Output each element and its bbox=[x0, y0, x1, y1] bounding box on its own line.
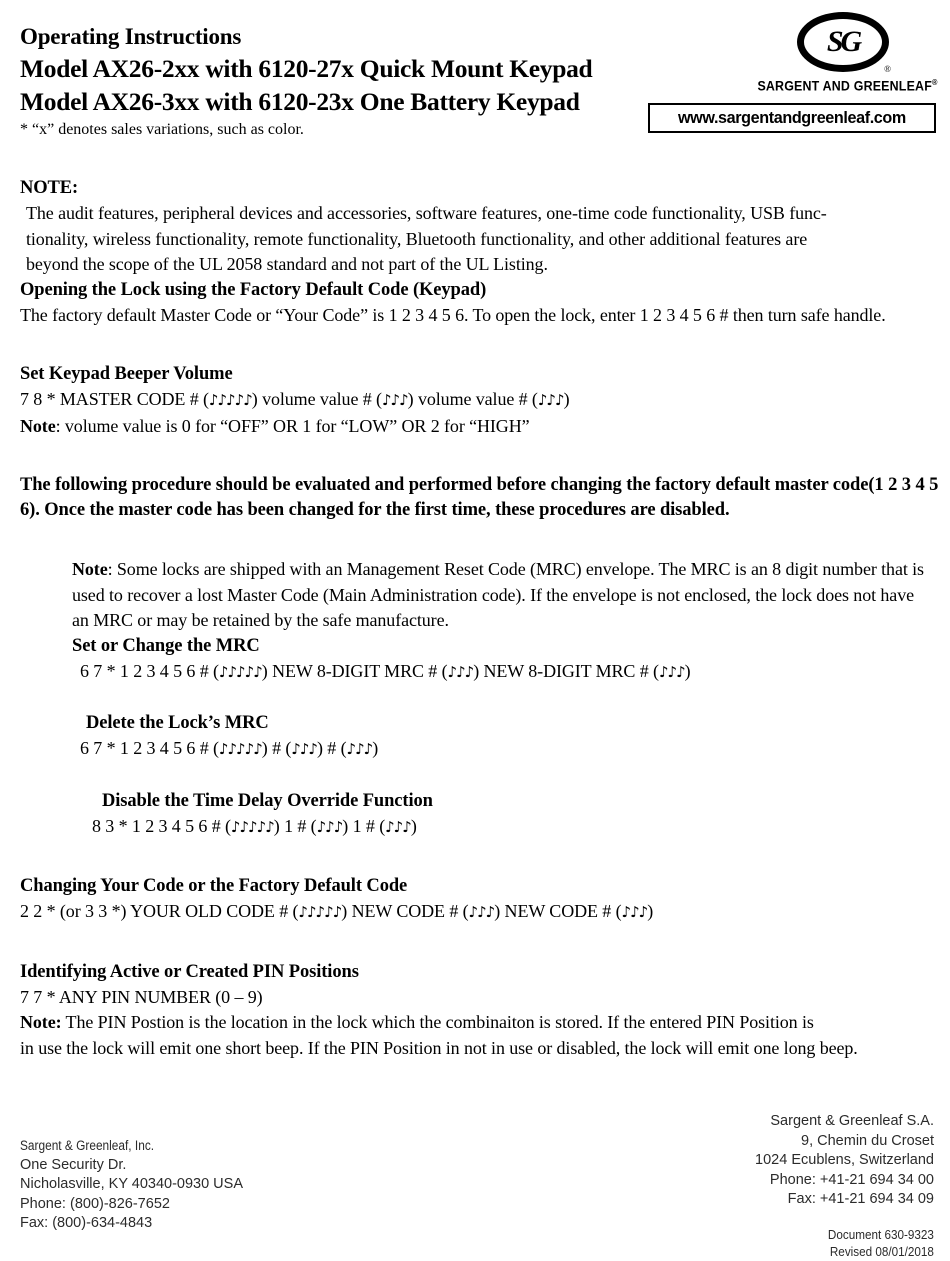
seq-part-b: ) volume value # ( bbox=[251, 389, 382, 409]
pin-positions-command: 7 7 * ANY PIN NUMBER (0 – 9) bbox=[20, 986, 263, 1007]
pin-positions-heading: Identifying Active or Created PIN Positions bbox=[20, 961, 359, 982]
footer-ch-street: 9, Chemin du Croset bbox=[801, 1132, 934, 1149]
title-footnote: * “x” denotes sales variations, such as color. bbox=[20, 121, 304, 138]
beeper-volume-heading: Set Keypad Beeper Volume bbox=[20, 364, 233, 384]
beep-group-three-2: ♪♪♪ bbox=[385, 817, 411, 836]
spacer bbox=[20, 685, 950, 711]
beep-group-three-2: ♪♪♪ bbox=[658, 662, 685, 681]
pin-note-line-1: The PIN Postion is the location in the lock which the combinaiton is stored. If the entered PIN Position is bbox=[61, 1012, 814, 1032]
seq-part-a: 6 7 * 1 2 3 4 5 6 # ( bbox=[80, 738, 219, 758]
spacer bbox=[20, 763, 950, 789]
seq-part-c: ) # ( bbox=[317, 738, 347, 758]
seq-part-d: ) bbox=[563, 389, 570, 409]
mrc-note-label: Note bbox=[72, 559, 108, 579]
title-block bbox=[20, 22, 720, 141]
seq-part-a: 8 3 * 1 2 3 4 5 6 # ( bbox=[92, 815, 231, 836]
beeper-note-text: : volume value is 0 for “OFF” OR 1 for “LOW” OR 2 for “HIGH” bbox=[55, 415, 530, 436]
logo-registered-mark: ® bbox=[884, 64, 891, 74]
seq-part-d: ) bbox=[684, 660, 691, 681]
disable-tdo-heading: Disable the Time Delay Override Function bbox=[102, 790, 433, 811]
seq-part-d: ) bbox=[410, 815, 417, 836]
set-mrc-heading: Set or Change the MRC bbox=[72, 635, 260, 656]
seq-part-b: ) NEW CODE # ( bbox=[341, 901, 469, 921]
pin-note-label: Note: bbox=[20, 1012, 62, 1032]
spacer bbox=[20, 523, 950, 557]
footer-us-city: Nicholasville, KY 40340-0930 USA bbox=[20, 1176, 244, 1192]
spacer bbox=[20, 328, 950, 362]
opening-lock-line-2: handle. bbox=[833, 304, 886, 325]
seq-part-a: 7 8 * MASTER CODE # ( bbox=[20, 389, 209, 409]
sg-oval-icon bbox=[797, 12, 889, 72]
warning-line-1: The following procedure should be evaluated and performed before changing the factory default master bbox=[20, 475, 829, 495]
seq-part-b: ) NEW 8-DIGIT MRC # ( bbox=[261, 660, 448, 681]
beep-group-five: ♪♪♪♪♪ bbox=[218, 740, 262, 758]
note-line-1: The audit features, peripheral devices and accessories, software features, one-time code functionality, USB func- bbox=[26, 203, 827, 223]
opening-lock-heading: Opening the Lock using the Factory Default Code (Keypad) bbox=[20, 279, 487, 300]
mrc-note-line-2: digit number that is used to recover a lost Master Code (Main Administration code). If the envelope is bbox=[72, 559, 924, 605]
page-title: Operating Instructions bbox=[20, 24, 242, 49]
beeper-volume-note bbox=[20, 414, 950, 440]
pin-note-line-2: in use the lock will emit one short beep. If the PIN Position in not in use or disabled, the lock will emit one long bbox=[20, 1037, 816, 1058]
beep-group-three-2: ♪♪♪ bbox=[537, 391, 564, 409]
footer-us-phone: Phone: (800)-826-7652 bbox=[20, 1195, 170, 1212]
seq-part-a: 6 7 * 1 2 3 4 5 6 # ( bbox=[80, 660, 219, 681]
beep-group-five: ♪♪♪♪♪ bbox=[208, 391, 252, 409]
pin-positions-note bbox=[20, 1010, 950, 1061]
opening-lock-line-1: The factory default Master Code or “Your Code” is 1 2 3 4 5 6. To open the lock, enter 1 2 3 4 5 6 # then turn safe bbox=[20, 304, 830, 325]
document-body bbox=[20, 176, 950, 1061]
brand-logo bbox=[750, 12, 936, 94]
footer-ch-city: 1024 Ecublens, Switzerland bbox=[755, 1152, 934, 1168]
footer-us-company: Sargent & Greenleaf, Inc. bbox=[20, 1138, 155, 1153]
brand-name-label: SARGENT AND GREENLEAF bbox=[757, 78, 932, 94]
seq-part-a: 2 2 * (or 3 3 *) YOUR OLD CODE # ( bbox=[20, 901, 299, 921]
footer-ch-fax: Fax: +41-21 694 34 09 bbox=[787, 1191, 934, 1207]
seq-part-d: ) bbox=[647, 901, 654, 921]
warning-line-2: code(1 2 3 4 5 6). Once the master code has been changed for the first time, these procedures are disabled. bbox=[20, 475, 939, 520]
delete-mrc-heading: Delete the Lock’s MRC bbox=[86, 713, 269, 733]
brand-name-text bbox=[757, 78, 938, 94]
set-mrc-sequence bbox=[20, 659, 950, 686]
model-line-1: Model AX26-2xx with 6120-27x Quick Mount Keypad bbox=[20, 54, 593, 83]
brand-registered-mark: ® bbox=[931, 78, 938, 87]
changing-code-heading: Changing Your Code or the Factory Default Code bbox=[20, 876, 408, 896]
spacer bbox=[20, 439, 950, 473]
disable-tdo-sequence bbox=[20, 814, 950, 841]
footer-address-ch bbox=[755, 1112, 934, 1261]
document-header bbox=[0, 0, 950, 160]
seq-part-d: ) bbox=[372, 738, 379, 758]
website-box[interactable] bbox=[648, 103, 936, 133]
document-number: Document 630-9323 bbox=[827, 1226, 934, 1242]
note-line-2: tionality, wireless functionality, remote functionality, Bluetooth functionality, and other additional features are bbox=[26, 228, 808, 249]
beep-group-three-2: ♪♪♪ bbox=[346, 740, 373, 758]
footer-us-fax: Fax: (800)-634-4843 bbox=[20, 1215, 153, 1231]
spacer bbox=[20, 840, 950, 874]
beep-group-three: ♪♪♪ bbox=[447, 662, 474, 681]
seq-part-c: ) NEW CODE # ( bbox=[494, 901, 622, 921]
website-url: www.sargentandgreenleaf.com bbox=[678, 108, 906, 127]
pin-note-line-3: beep. bbox=[819, 1037, 858, 1058]
beep-group-three-2: ♪♪♪ bbox=[621, 903, 648, 921]
sg-monogram-text: SG bbox=[826, 25, 860, 58]
changing-code-sequence bbox=[20, 899, 950, 926]
footer-ch-company: Sargent & Greenleaf S.A. bbox=[770, 1113, 934, 1129]
beep-group-three: ♪♪♪ bbox=[291, 740, 317, 758]
seq-part-c: ) 1 # ( bbox=[342, 815, 386, 836]
seq-part-c: ) NEW 8-DIGIT MRC # ( bbox=[473, 660, 659, 681]
mrc-note-line-3: not enclosed, the lock does not have an MRC or may be retained by the safe manufacture. bbox=[72, 584, 914, 630]
footer-ch-phone: Phone: +41-21 694 34 00 bbox=[769, 1171, 934, 1188]
note-heading: NOTE: bbox=[20, 178, 79, 198]
beep-group-five: ♪♪♪♪♪ bbox=[218, 662, 262, 681]
note-paragraph bbox=[20, 201, 950, 278]
beep-group-three: ♪♪♪ bbox=[468, 903, 495, 921]
beep-group-five: ♪♪♪♪♪ bbox=[230, 817, 274, 836]
note-line-3: beyond the scope of the UL 2058 standard and not part of the UL Listing. bbox=[26, 254, 548, 274]
beeper-note-label: Note bbox=[20, 415, 56, 436]
delete-mrc-sequence bbox=[20, 736, 950, 763]
beep-group-five: ♪♪♪♪♪ bbox=[298, 903, 342, 921]
model-line-2: Model AX26-3xx with 6120-23x One Battery Keypad bbox=[20, 87, 580, 116]
mrc-note-paragraph bbox=[20, 557, 932, 634]
warning-paragraph bbox=[20, 473, 950, 523]
beeper-volume-sequence bbox=[20, 387, 950, 414]
footer-address-us bbox=[20, 1136, 243, 1234]
spacer bbox=[20, 926, 950, 960]
seq-part-b: ) 1 # ( bbox=[273, 815, 317, 836]
seq-part-b: ) # ( bbox=[261, 738, 292, 758]
document-revision: Revised 08/01/2018 bbox=[829, 1244, 934, 1259]
document-info bbox=[773, 1226, 934, 1261]
mrc-note-line-1: : Some locks are shipped with an Management Reset Code (MRC) envelope. The MRC is an 8 bbox=[107, 559, 782, 579]
footer-us-street: One Security Dr. bbox=[20, 1156, 127, 1173]
beep-group-three: ♪♪♪ bbox=[381, 391, 408, 409]
seq-part-c: ) volume value # ( bbox=[407, 389, 538, 409]
opening-lock-paragraph bbox=[20, 303, 950, 329]
beep-group-three: ♪♪♪ bbox=[316, 817, 343, 836]
